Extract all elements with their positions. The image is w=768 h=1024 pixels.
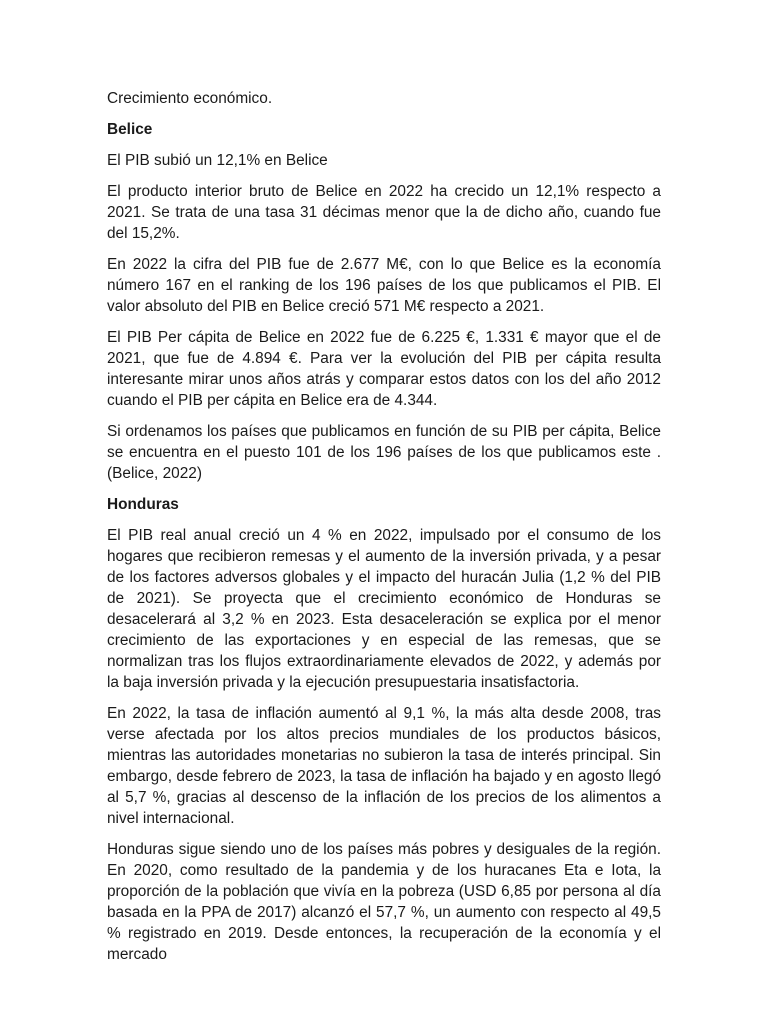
section-heading-belice: Belice: [107, 121, 153, 138]
belice-paragraph-3: En 2022 la cifra del PIB fue de 2.677 M€, con lo que Belice es la economía número 167 en el ranking de los 196 países de los que publicamos el PIB. El valor absoluto del PIB en Belice creció 571 M€ respecto a 2021.: [107, 256, 661, 315]
honduras-paragraph-1: El PIB real anual creció un 4 % en 2022, impulsado por el consumo de los hogares que recibieron remesas y el aumento de la inversión privada, y a pesar de los factores adversos globales y el impacto del huracán Julia (1,2 % del PIB de 2021). Se proyecta que el crecimiento económico de Honduras se desacelerará al 3,2 % en 2023. Esta desaceleración se explica por el menor crecimiento de las exportaciones y en especial de las remesas, que se normalizan tras los flujos extraordinariamente elevados de 2022, y además por la baja inversión privada y la ejecución presupuestaria insatisfactoria.: [107, 527, 661, 691]
belice-paragraph-5: Si ordenamos los países que publicamos en función de su PIB per cápita, Belice se encuentra en el puesto 101 de los 196 países de los que publicamos este . (Belice, 2022): [107, 423, 661, 482]
honduras-paragraph-2: En 2022, la tasa de inflación aumentó al 9,1 %, la más alta desde 2008, tras verse afectada por los altos precios mundiales de los productos básicos, mientras las autoridades monetarias no subieron la tasa de interés principal. Sin embargo, desde febrero de 2023, la tasa de inflación ha bajado y en agosto llegó al 5,7 %, gracias al descenso de la inflación de los precios de los alimentos a nivel internacional.: [107, 705, 661, 827]
intro-line: Crecimiento económico.: [107, 90, 273, 107]
belice-paragraph-2: El producto interior bruto de Belice en 2022 ha crecido un 12,1% respecto a 2021. Se trata de una tasa 31 décimas menor que la de dicho año, cuando fue del 15,2%.: [107, 183, 661, 242]
belice-paragraph-4: El PIB Per cápita de Belice en 2022 fue de 6.225 €, 1.331 € mayor que el de 2021, que fue de 4.894 €. Para ver la evolución del PIB per cápita resulta interesante mirar unos años atrás y comparar estos datos con los del año 2012 cuando el PIB per cápita en Belice era de 4.344.: [107, 329, 661, 409]
belice-paragraph-1: El PIB subió un 12,1% en Belice: [107, 152, 328, 169]
honduras-paragraph-3: Honduras sigue siendo uno de los países más pobres y desiguales de la región. En 2020, como resultado de la pandemia y de los huracanes Eta e Iota, la proporción de la población que vivía en la pobreza (USD 6,85 por persona al día basada en la PPA de 2017) alcanzó el 57,7 %, un aumento con respecto al 49,5 % registrado en 2019. Desde entonces, la recuperación de la economía y el mercado: [107, 841, 661, 963]
section-heading-honduras: Honduras: [107, 496, 179, 513]
